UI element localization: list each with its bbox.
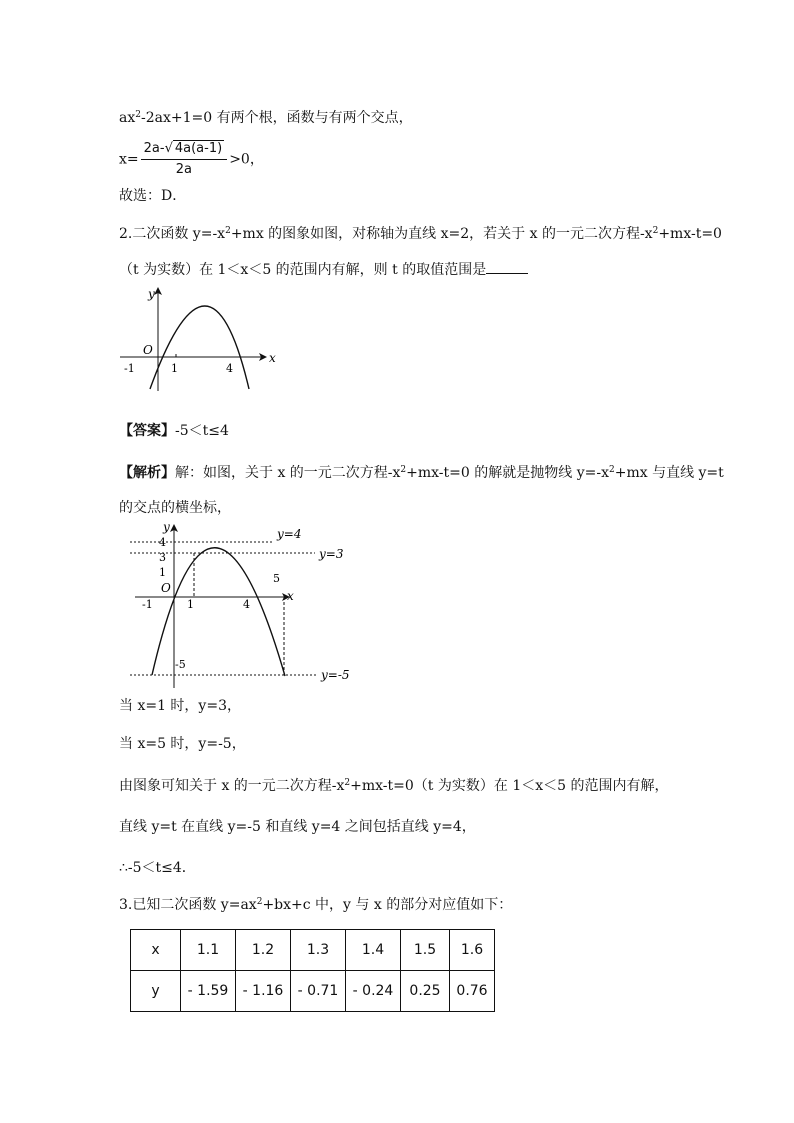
solution-line-roots: $ax^2-2ax+1=0$ 有两个根，函数与有两个交点，	[119, 110, 413, 126]
table-cell: 1.1	[181, 930, 236, 971]
step-x5: 当 x=5 时，y=-5，	[119, 736, 246, 752]
table-cell: - 1.59	[181, 971, 236, 1012]
value-table	[130, 929, 495, 1012]
fig2-tick-3: 3	[159, 551, 166, 564]
table-cell: 0.76	[450, 971, 495, 1012]
fig1-x-label: x	[269, 351, 276, 365]
analysis-line-cont: 的交点的横坐标，	[119, 500, 231, 516]
table-cell: 0.25	[401, 971, 450, 1012]
table-row-x	[131, 930, 495, 971]
step-range: 直线 y=t 在直线 y=-5 和直线 y=4 之间包括直线 y=4，	[119, 819, 476, 835]
table-cell: 1.3	[291, 930, 346, 971]
table-cell: - 1.16	[236, 971, 291, 1012]
problem3-stem: 3.已知二次函数 $y=ax^2+bx+c$ 中，y 与 x 的部分对应值如下：	[119, 897, 513, 913]
table-header-y: y	[131, 971, 181, 1012]
step-result: ∴-5＜t≤4．	[119, 860, 196, 876]
analysis-line: 【解析】解：如图，关于 x 的一元二次方程$-x^2+mx-t=0$ 的解就是抛物线 $y=-x^2+mx$ 与直线 y=t	[119, 465, 724, 481]
fig1-tick-4: 4	[226, 362, 233, 375]
problem2-stem: 2.二次函数 $y=-x^2+mx$ 的图象如图，对称轴为直线 x=2，若关于 x 的一元二次方程$-x^2+mx-t=0$	[119, 226, 722, 242]
table-row-y	[131, 971, 495, 1012]
fig1-origin: O	[143, 343, 153, 357]
root-fraction: $\frac{2a-√ 4a(a-1)}{2a}$	[141, 140, 228, 179]
fig2-line-y4: y=4	[277, 527, 302, 541]
fig2-x-label: x	[287, 589, 294, 603]
table-header-x: x	[131, 930, 181, 971]
fig2-x-neg1: -1	[142, 598, 153, 611]
fig2-origin: O	[161, 581, 171, 595]
answer-line: 【答案】-5＜t≤4	[119, 423, 229, 439]
problem2-stem-cont: （t 为实数）在 1＜x＜5 的范围内有解，则 t 的取值范围是	[119, 261, 528, 279]
answer-blank	[486, 261, 528, 274]
table-cell: - 0.24	[346, 971, 401, 1012]
solution-line-fraction: x= $\frac{2a-√ 4a(a-1)}{2a}$ >0，	[119, 141, 264, 177]
parabola-figure-1	[115, 283, 285, 393]
table-cell: 1.2	[236, 930, 291, 971]
fig2-tick-neg5: -5	[175, 658, 186, 671]
fig2-line-y3: y=3	[319, 547, 344, 561]
table-cell: 1.4	[346, 930, 401, 971]
fig2-line-ym5: y=-5	[321, 668, 350, 682]
parabola-figure-2	[115, 518, 365, 690]
table-cell: 1.5	[401, 930, 450, 971]
fig2-tick-1: 1	[159, 566, 166, 579]
fig1-tick-neg1: -1	[124, 362, 135, 375]
fig2-tick-4: 4	[159, 536, 166, 549]
solution-choice: 故选：D．	[119, 188, 187, 204]
table-cell: 1.6	[450, 930, 495, 971]
fig2-x-5: 5	[273, 572, 280, 585]
fig2-x-4: 4	[243, 598, 250, 611]
step-conclusion: 由图象可知关于 x 的一元二次方程$-x^2+mx-t=0(t$ 为实数）在 1＜x＜5 的范围内有解，	[119, 778, 669, 794]
table-cell: - 0.71	[291, 971, 346, 1012]
fig1-tick-1: 1	[171, 362, 178, 375]
fig1-y-label: y	[148, 287, 155, 301]
fig2-x-1: 1	[187, 598, 194, 611]
step-x1: 当 x=1 时，y=3，	[119, 698, 241, 714]
fig2-y-label: y	[163, 520, 170, 534]
